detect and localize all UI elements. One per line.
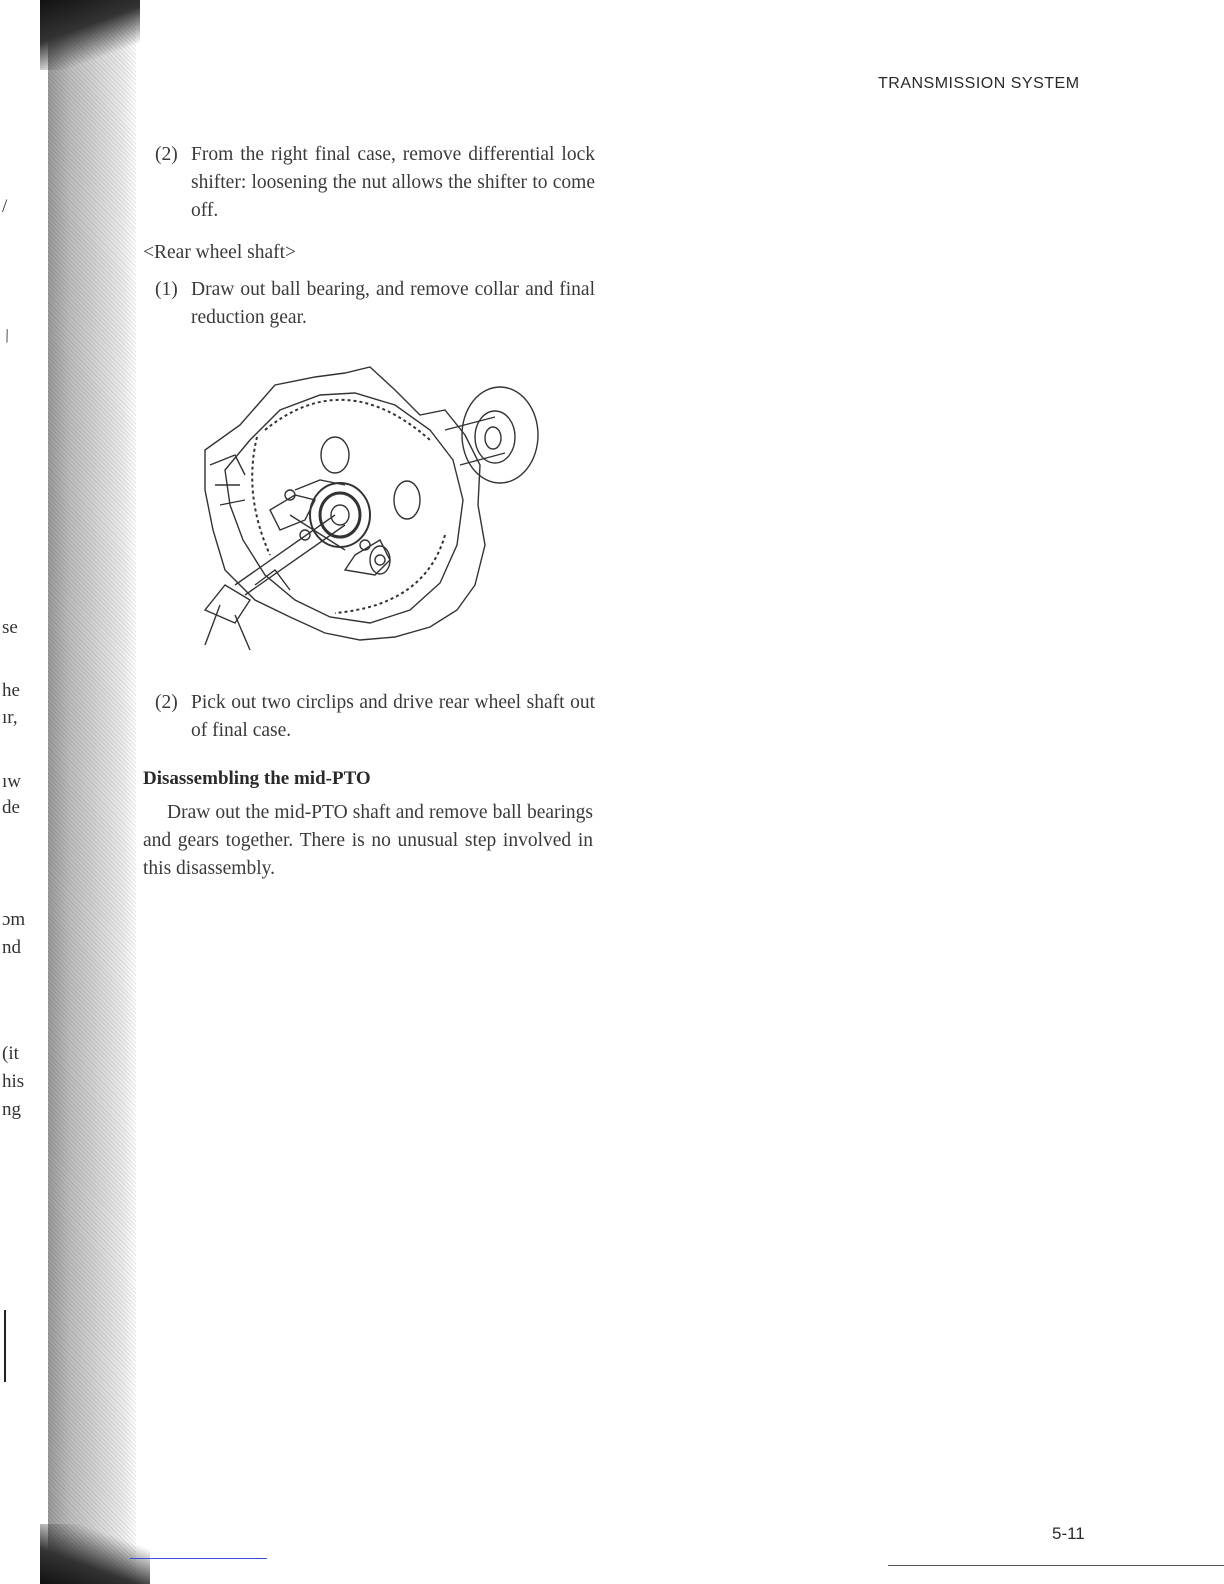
section-heading: Disassembling the mid-PTO <box>143 768 371 789</box>
facing-page-rule <box>4 1310 6 1382</box>
section-body-text: Draw out the mid-PTO shaft and remove ball bearings and gears together. There is no unusual step involved in this disassembly. <box>143 802 593 879</box>
list-item-number: (2) <box>155 144 178 165</box>
list-item-number: (2) <box>155 692 178 713</box>
facing-page-fragment: he <box>2 680 20 701</box>
list-item-text: Pick out two circlips and drive rear wheel shaft out of final case. <box>191 692 595 741</box>
facing-page-fragment: / <box>2 196 8 217</box>
list-item-text: Draw out ball bearing, and remove collar and final reduction gear. <box>191 279 595 328</box>
bottom-rule <box>888 1565 1224 1566</box>
bottom-link-rule <box>130 1558 267 1559</box>
binding-shadow-bottom <box>40 1524 150 1584</box>
facing-page-fragment: ng <box>2 1099 21 1120</box>
facing-page-fragment: his <box>2 1071 25 1092</box>
facing-page-fragment: \ <box>0 325 13 348</box>
list-item <box>155 689 595 745</box>
binding-shadow <box>48 0 136 1584</box>
list-item <box>155 141 595 225</box>
facing-page-fragment: ıw <box>2 771 21 792</box>
bearing-puller-illustration <box>195 355 550 655</box>
facing-page-fragment: de <box>2 797 20 818</box>
facing-page-fragment: (it <box>2 1043 19 1064</box>
page-number: 5-11 <box>1052 1524 1085 1543</box>
binding-shadow-top <box>40 0 140 70</box>
facing-page-fragment: nd <box>2 937 21 958</box>
list-item-number: (1) <box>155 279 178 300</box>
running-header: TRANSMISSION SYSTEM <box>878 75 1080 92</box>
subsection-label: <Rear wheel shaft> <box>143 242 297 263</box>
facing-page-fragment: ır, <box>2 707 18 728</box>
facing-page-fragment: ɔm <box>2 909 26 930</box>
facing-page-fragment: se <box>2 617 18 638</box>
list-item-text: From the right final case, remove differential lock shifter: loosening the nut allows the shifter to come off. <box>191 144 595 221</box>
list-item <box>155 276 595 332</box>
